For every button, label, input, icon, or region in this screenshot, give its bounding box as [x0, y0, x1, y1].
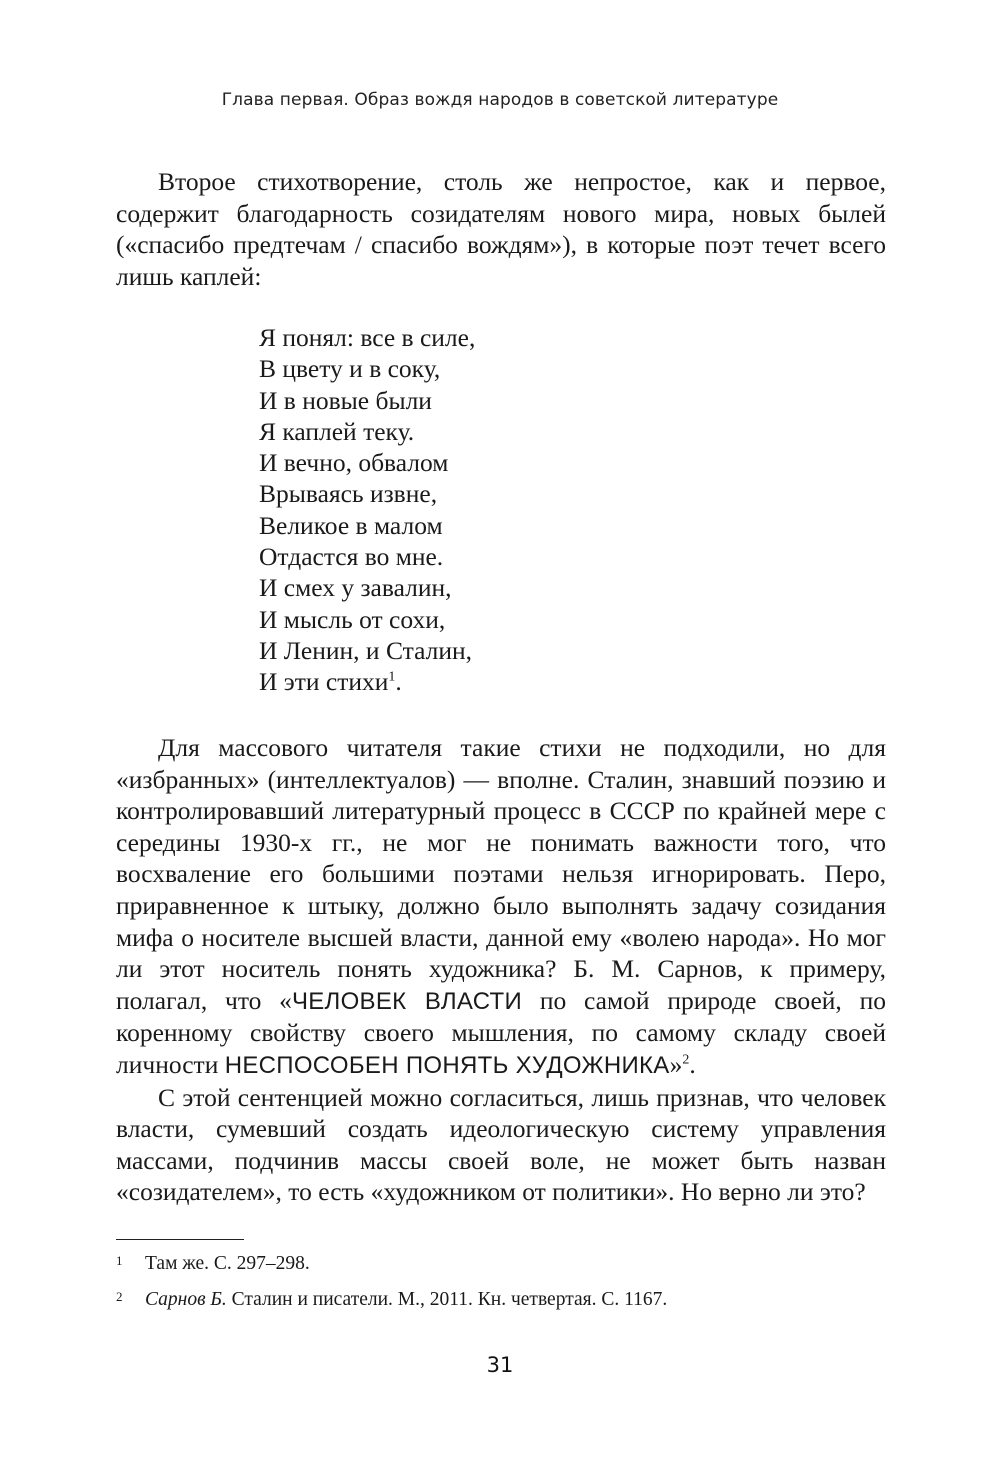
poem-line — [259, 635, 475, 666]
paragraph-conclusion: С этой сентенцией можно согласиться, лишь признав, что человек власти, сумевший создать идеологическую систему управления массами, подчинив массы своей воле, не может быть назван «созидателем», то есть «художником от политики». Но верно ли это? — [116, 1082, 886, 1207]
paragraph-text-part: » — [669, 1049, 683, 1079]
footnote-item — [116, 1282, 886, 1318]
poem-line — [259, 510, 475, 541]
footnote-item — [116, 1246, 886, 1282]
poem-line-text: И вечно, обвалом — [259, 448, 449, 478]
poem-line-text: Я понял: все в силе, — [259, 323, 476, 352]
poem-line — [259, 447, 475, 478]
poem-line-text: И в новые были — [259, 385, 432, 415]
poem-line-text: Отдастся во мне. — [259, 542, 444, 572]
paragraph-sarnov — [116, 732, 886, 1082]
paragraph-text-end: . — [689, 1049, 696, 1079]
poem-line-text: В цвету и в соку, — [259, 354, 441, 384]
poem-line-end: . — [395, 667, 402, 697]
poem-line — [259, 353, 475, 384]
poem-line — [259, 541, 475, 572]
paragraph-text-part: Для массового читателя такие стихи не подходили, но для «избранных» (интеллектуалов) — вполне. Сталин, знавший поэзию и контролировавший литературный процесс в СССР по крайней мере с середины 1930-х гг., не мог не понимать важности того, что восхваление его большими поэтами нельзя игнорировать. Перо, приравненное к штыку, должно было выполнять задачу созидания мифа о носителе высшей власти, данной ему «волею народа». Но мог ли этот носитель понять художника? Б. М. Сарнов, к примеру, полагал, что « — [116, 733, 886, 1015]
footnote-text: Там же. С. 297–298. — [145, 1253, 310, 1274]
footnote-number: 1 — [116, 1253, 123, 1268]
poem-line — [259, 385, 475, 416]
poem-line-text: И смех у завалин, — [259, 573, 452, 603]
footnote-number: 2 — [116, 1289, 123, 1304]
poem-line — [259, 666, 475, 697]
caps-quote: НЕСПОСОБЕН ПОНЯТЬ ХУДОЖНИКА — [224, 1051, 670, 1079]
poem-line-text: Я каплей теку. — [259, 416, 415, 446]
paragraph-text: Второе стихотворение, столь же непростое, как и первое, содержит благодарность созидателям нового мира, новых былей («спасибо предтечам / спасибо вождям»), в которые поэт течет всего лишь каплей: — [116, 167, 886, 291]
poem-line — [259, 416, 475, 447]
poem-line-text: И мысль от сохи, — [259, 604, 446, 634]
poem-line — [259, 604, 475, 635]
caps-quote: ЧЕЛОВЕК ВЛАСТИ — [291, 987, 523, 1015]
footnotes — [116, 1246, 886, 1318]
footnote-divider — [116, 1239, 244, 1240]
poem-line-text: И Ленин, и Сталин, — [259, 635, 473, 665]
paragraph-group — [116, 732, 886, 1208]
running-head: Глава первая. Образ вождя народов в советской литературе — [221, 90, 779, 110]
poem-block — [259, 322, 475, 698]
footnote-ref[interactable]: 1 — [388, 669, 396, 685]
poem-line-text: И эти стихи — [259, 667, 389, 697]
poem-line-text: Великое в малом — [259, 510, 443, 540]
poem-line-text: Врываясь извне, — [259, 479, 438, 509]
footnote-text: Сталин и писатели. М., 2011. Кн. четвертая. С. 1167. — [226, 1289, 668, 1310]
paragraph-text-part: по самой природе своей, по коренному свойству своего мышления, по самому складу своей личности — [116, 985, 886, 1079]
poem-line — [259, 572, 475, 603]
paragraph-intro — [116, 166, 886, 292]
footnote-ref[interactable]: 2 — [682, 1052, 690, 1068]
poem-line — [259, 478, 475, 509]
poem-line — [259, 322, 475, 353]
footnote-author: Сарнов Б. — [145, 1289, 227, 1310]
page-number: 31 — [486, 1353, 514, 1377]
